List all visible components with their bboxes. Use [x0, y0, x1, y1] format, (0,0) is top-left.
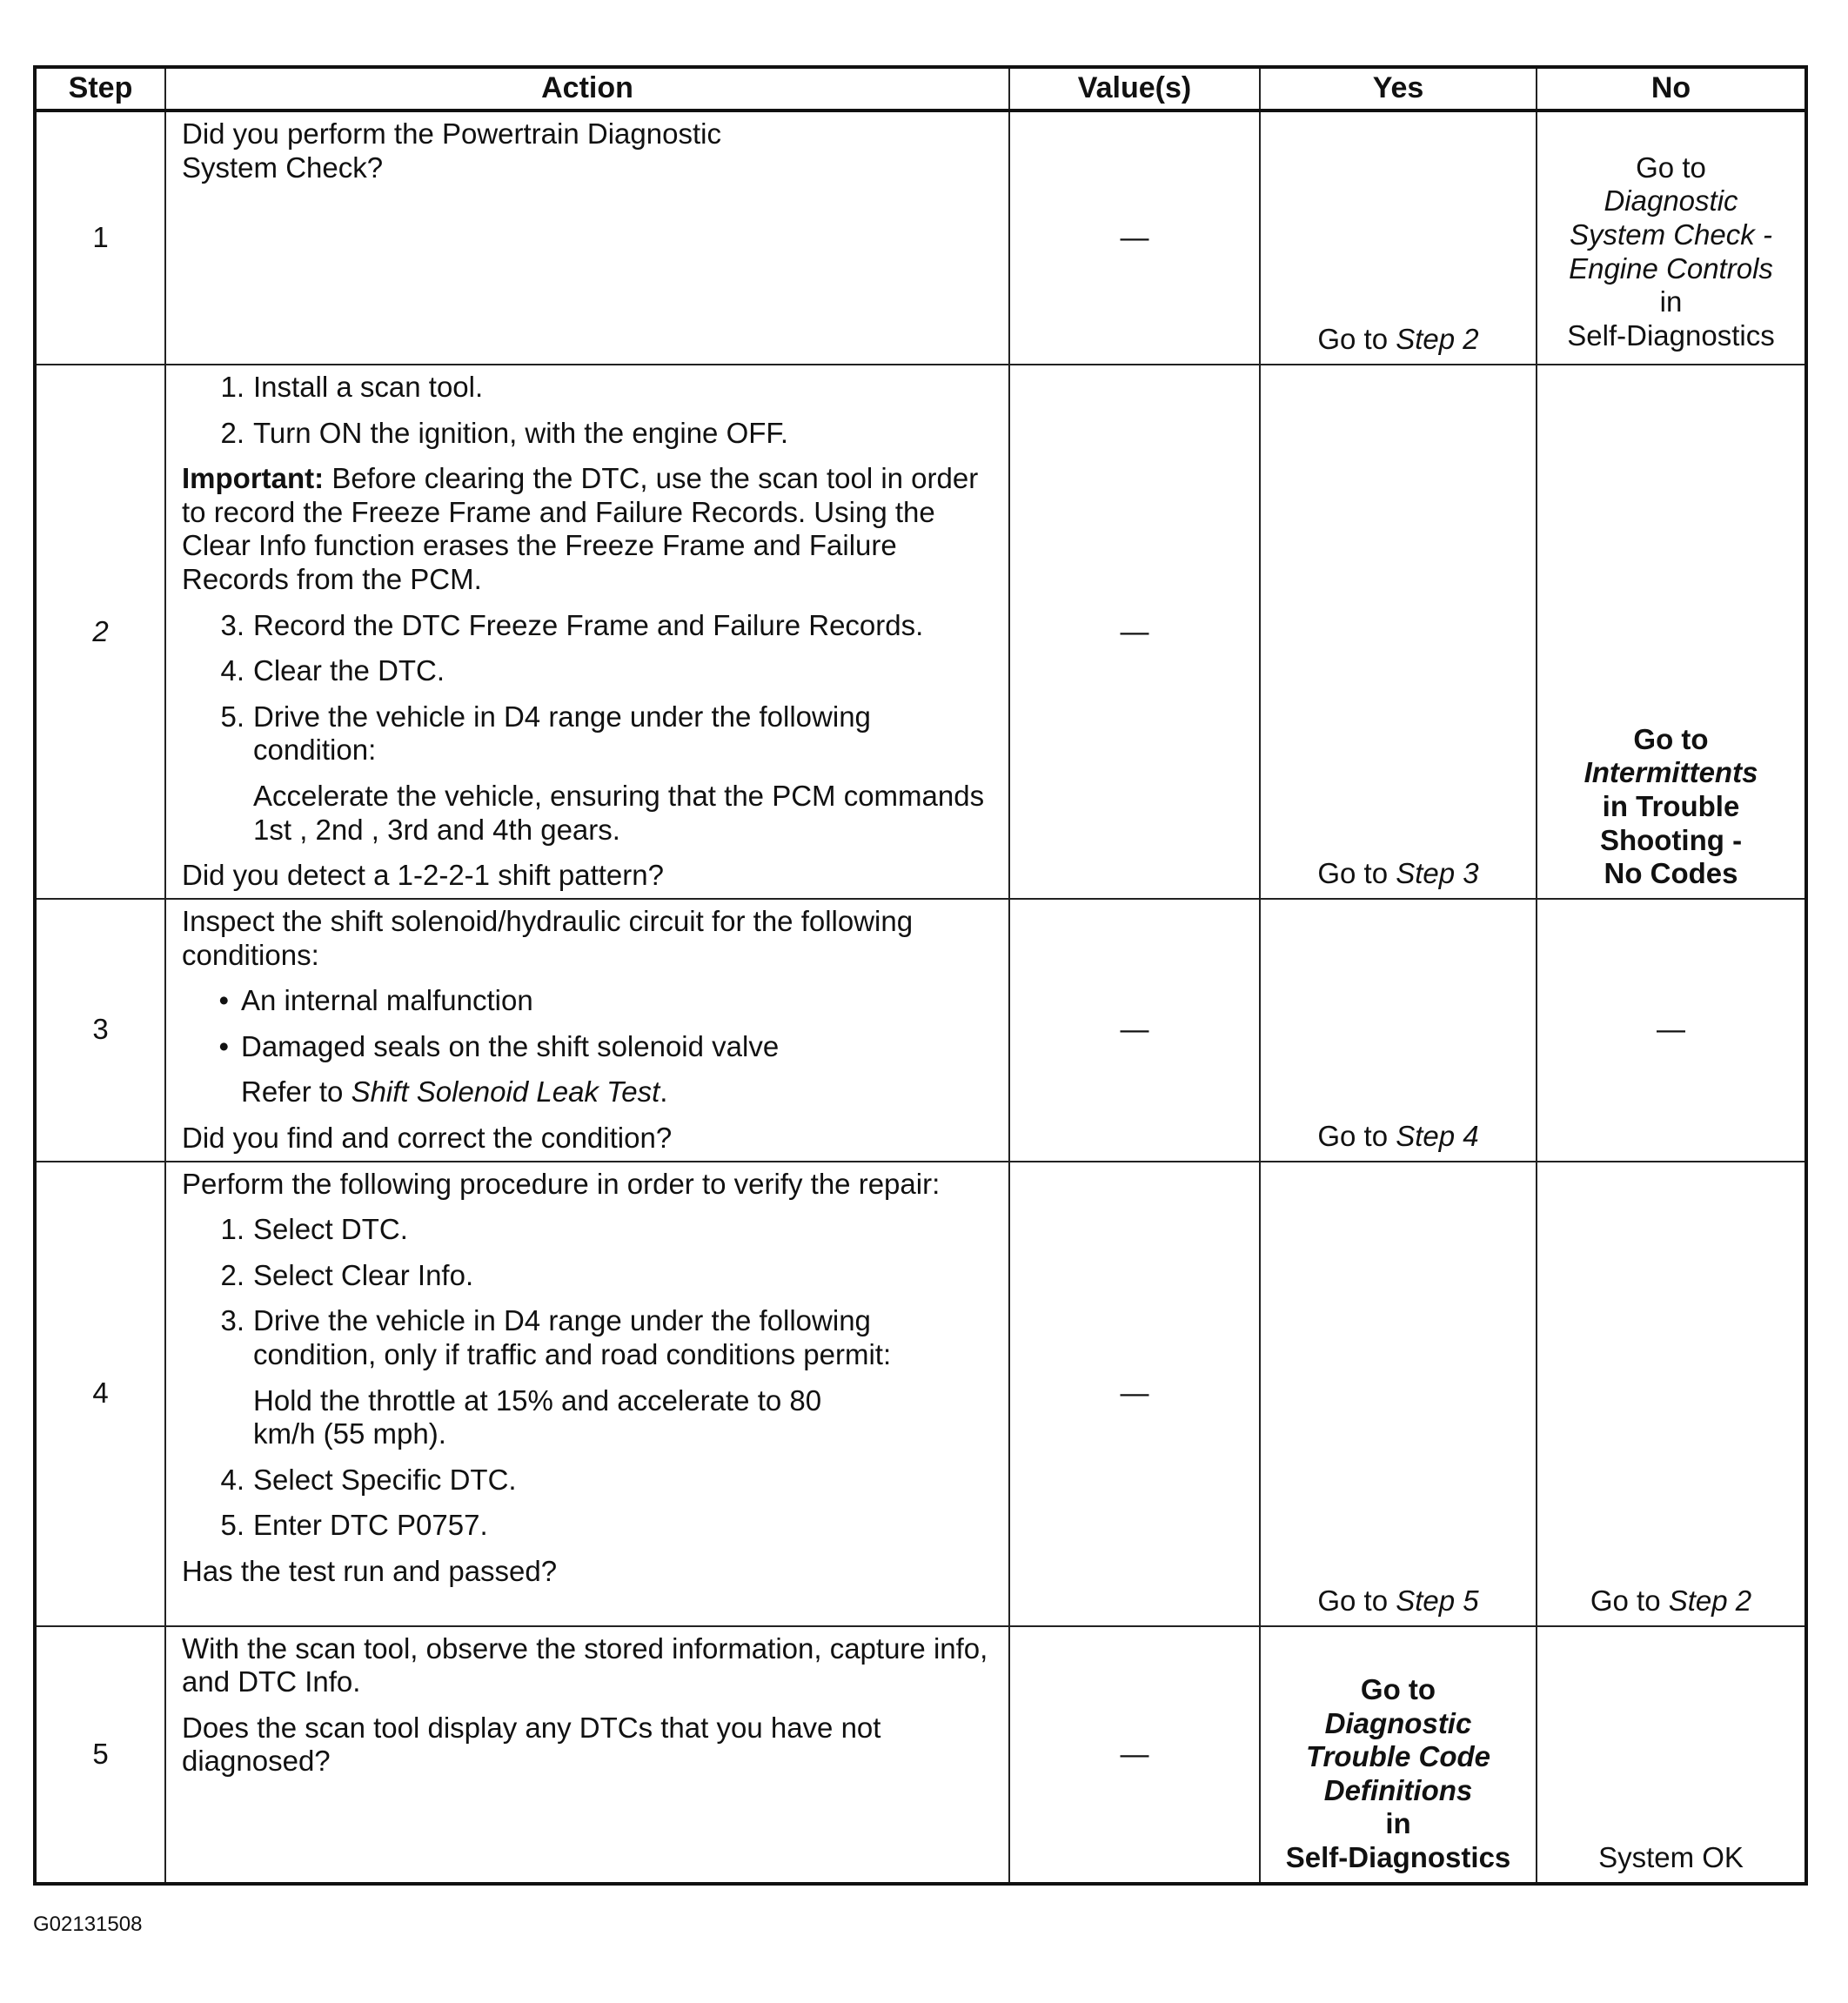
action-paragraph: With the scan tool, observe the stored information, capture info, and DTC Info.: [182, 1631, 988, 1698]
table-row-step-2: [35, 365, 1806, 899]
bullet-item: [182, 984, 991, 1018]
action-cell: [165, 899, 1009, 1162]
yes-prefix: Go to: [1317, 857, 1396, 890]
action-question: Has the test run and passed?: [182, 1555, 558, 1588]
action-question: Did you perform the Powertrain Diagnostic System Check?: [182, 117, 721, 184]
list-item: [182, 609, 991, 643]
step-link[interactable]: Step 2: [1668, 1584, 1752, 1617]
sub-instruction: Hold the throttle at 15% and accelerate to 80 km/h (55 mph).: [253, 1383, 822, 1450]
list-number: 2.: [220, 416, 244, 449]
list-number: 1.: [220, 371, 244, 403]
list-number: 1.: [220, 1213, 244, 1246]
table-row-step-1: [35, 111, 1806, 365]
value-cell: —: [1009, 899, 1260, 1162]
table-row-step-3: [35, 899, 1806, 1162]
refer-prefix: Refer to: [241, 1075, 352, 1109]
no-cell: [1537, 111, 1806, 365]
list-number: 4.: [220, 1463, 244, 1496]
action-intro: Inspect the shift solenoid/hydraulic circuit for the following conditions:: [182, 904, 914, 971]
list-text: Clear the DTC.: [253, 654, 445, 687]
diagnostic-system-check-link[interactable]: [1543, 184, 1799, 285]
important-note: [182, 462, 991, 596]
yes-cell: [1260, 365, 1537, 899]
action-cell: [165, 1626, 1009, 1884]
header-yes: Yes: [1260, 67, 1537, 111]
yes-cell: [1260, 1626, 1537, 1884]
no-cell: System OK: [1537, 1626, 1806, 1884]
list-item: [182, 1509, 991, 1543]
table-row-step-4: [35, 1162, 1806, 1626]
list-item: [182, 371, 991, 405]
yes-line: in: [1385, 1807, 1411, 1840]
no-line: Go to: [1636, 151, 1706, 184]
value-cell: —: [1009, 365, 1260, 899]
sub-instruction: Accelerate the vehicle, ensuring that the PCM commands 1st , 2nd , 3rd and 4th gears.: [253, 780, 985, 846]
list-text: Select DTC.: [253, 1213, 408, 1246]
link-line: Diagnostic: [1604, 184, 1738, 218]
step-number: 1: [35, 111, 165, 365]
dtc-definitions-link[interactable]: [1261, 1707, 1536, 1808]
important-text: Before clearing the DTC, use the scan tool in order to record the Freeze Frame and Failure Records. Using the Clear Info function erases the Freeze Frame and Failure Records from the PCM.: [182, 462, 979, 596]
list-number: 2.: [220, 1258, 244, 1291]
table-row-step-5: [35, 1626, 1806, 1884]
list-text: Install a scan tool.: [253, 371, 484, 403]
value-cell: —: [1009, 1162, 1260, 1626]
no-prefix: Go to: [1590, 1584, 1669, 1617]
list-item: [182, 1259, 991, 1293]
bullet-text: An internal malfunction: [241, 984, 533, 1017]
list-text: Drive the vehicle in D4 range under the following condition, only if traffic and road conditions permit:: [253, 1304, 892, 1371]
action-intro: Perform the following procedure in order to verify the repair:: [182, 1167, 941, 1200]
list-item: [182, 1464, 991, 1497]
link-line: Trouble Code: [1305, 1740, 1491, 1773]
diagnostic-table: [33, 65, 1808, 1886]
refer-suffix: .: [660, 1075, 668, 1109]
list-number: 3.: [220, 608, 244, 641]
no-cell: —: [1537, 899, 1806, 1162]
list-item: [182, 654, 991, 688]
value-cell: —: [1009, 1626, 1260, 1884]
action-question: Did you find and correct the condition?: [182, 1121, 673, 1154]
bullet-item: [182, 1030, 991, 1064]
step-number: 3: [35, 899, 165, 1162]
no-line: Shooting -: [1599, 823, 1743, 856]
step-link[interactable]: Step 3: [1396, 857, 1479, 890]
yes-line: Self-Diagnostics: [1285, 1840, 1511, 1873]
no-line: No Codes: [1604, 857, 1738, 890]
step-number: 2: [35, 365, 165, 899]
bullet-icon: •: [218, 984, 229, 1017]
bullet-icon: •: [218, 1029, 229, 1062]
list-number: 4.: [220, 654, 244, 687]
list-text: Turn ON the ignition, with the engine OFF.: [253, 416, 789, 449]
yes-line: Go to: [1360, 1672, 1436, 1705]
step-link[interactable]: Step 5: [1396, 1584, 1479, 1617]
intermittents-link[interactable]: Intermittents: [1584, 756, 1758, 789]
value-cell: —: [1009, 111, 1260, 365]
list-number: 3.: [220, 1304, 244, 1337]
list-text: Select Specific DTC.: [253, 1463, 517, 1496]
step-link[interactable]: Step 4: [1396, 1119, 1479, 1152]
list-item: [182, 417, 991, 451]
action-cell: [165, 1162, 1009, 1626]
step-number: 5: [35, 1626, 165, 1884]
list-text: Enter DTC P0757.: [253, 1509, 488, 1542]
list-text: Select Clear Info.: [253, 1258, 474, 1291]
figure-id: G02131508: [33, 1913, 143, 1936]
list-number: 5.: [220, 700, 244, 733]
header-step: Step: [35, 67, 165, 111]
header-action: Action: [165, 67, 1009, 111]
list-text: Drive the vehicle in D4 range under the following condition:: [253, 700, 871, 767]
action-cell: [165, 365, 1009, 899]
action-cell: [165, 111, 1009, 365]
bullet-text: Damaged seals on the shift solenoid valve: [241, 1029, 780, 1062]
no-line: Self-Diagnostics: [1567, 318, 1775, 352]
step-number: 4: [35, 1162, 165, 1626]
list-item: [182, 1304, 991, 1371]
shift-solenoid-leak-test-link[interactable]: Shift Solenoid Leak Test: [351, 1075, 660, 1109]
action-question: Does the scan tool display any DTCs that you have not diagnosed?: [182, 1711, 881, 1778]
no-line: Go to: [1633, 722, 1709, 755]
list-item: [182, 1213, 991, 1247]
refer-line: [241, 1075, 991, 1109]
link-line: Definitions: [1323, 1773, 1473, 1806]
yes-cell: [1260, 111, 1537, 365]
important-label: Important:: [182, 462, 325, 495]
no-line: in Trouble: [1602, 790, 1740, 823]
list-text: Record the DTC Freeze Frame and Failure Records.: [253, 608, 924, 641]
link-line: Diagnostic: [1324, 1706, 1472, 1739]
list-number: 5.: [220, 1509, 244, 1542]
no-line: in: [1659, 285, 1683, 318]
list-item: [182, 700, 991, 767]
step-link[interactable]: Step 2: [1396, 323, 1479, 356]
no-cell: [1537, 365, 1806, 899]
yes-prefix: Go to: [1317, 323, 1396, 356]
header-no: No: [1537, 67, 1806, 111]
header-row: [35, 67, 1806, 111]
yes-cell: [1260, 899, 1537, 1162]
header-values: Value(s): [1009, 67, 1260, 111]
no-cell: [1537, 1162, 1806, 1626]
yes-cell: [1260, 1162, 1537, 1626]
link-line: Engine Controls: [1569, 251, 1773, 285]
action-question: Did you detect a 1-2-2-1 shift pattern?: [182, 859, 664, 892]
yes-prefix: Go to: [1317, 1119, 1396, 1152]
link-line: System Check -: [1570, 218, 1772, 251]
yes-prefix: Go to: [1317, 1584, 1396, 1617]
